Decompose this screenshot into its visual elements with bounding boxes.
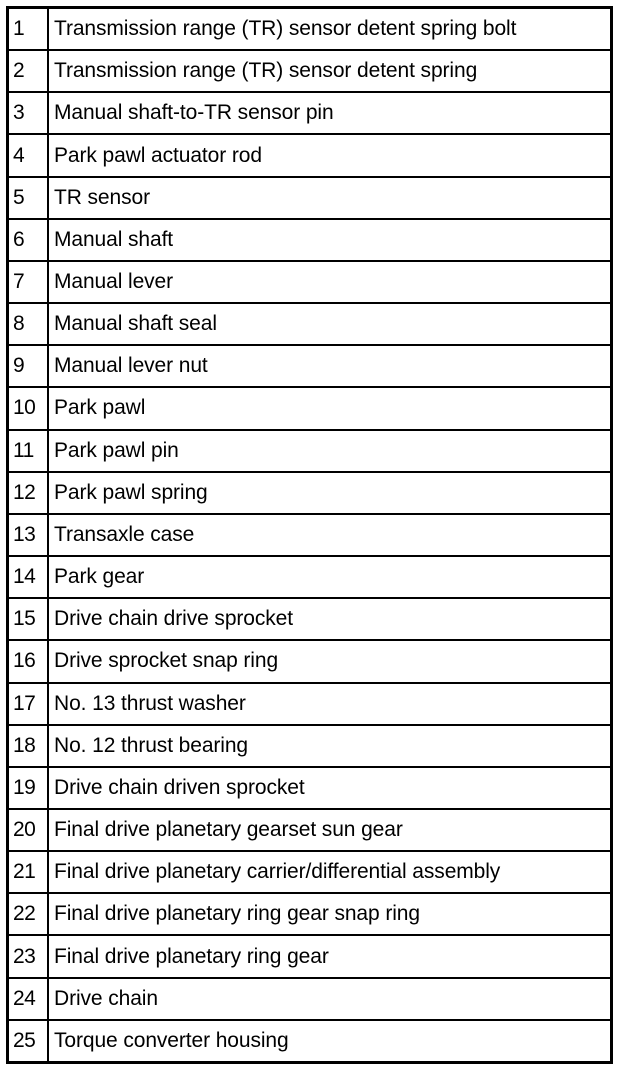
item-description: Manual shaft seal <box>54 312 217 336</box>
table-row <box>9 684 610 726</box>
parts-table <box>6 6 613 1064</box>
table-row <box>9 726 610 768</box>
item-description: Final drive planetary carrier/differential assembly <box>54 860 501 884</box>
table-row <box>9 599 610 641</box>
item-description: Drive chain <box>54 986 158 1010</box>
table-row <box>9 768 610 810</box>
table-row <box>9 135 610 177</box>
table-row <box>9 388 610 430</box>
table-row <box>9 220 610 262</box>
item-number: 21 <box>9 852 49 892</box>
table-row <box>9 262 610 304</box>
item-number: 14 <box>9 557 49 597</box>
item-number: 10 <box>9 388 49 428</box>
item-number: 8 <box>9 304 49 344</box>
item-number: 15 <box>9 599 49 639</box>
table-row <box>9 979 610 1021</box>
table-row <box>9 93 610 135</box>
item-description: No. 12 thrust bearing <box>54 733 249 757</box>
item-description: Drive sprocket snap ring <box>54 649 279 673</box>
item-number: 5 <box>9 178 49 218</box>
table-row <box>9 894 610 936</box>
item-description: Park gear <box>54 565 145 589</box>
table-row <box>9 1021 610 1061</box>
item-number: 23 <box>9 936 49 976</box>
item-description: Torque converter housing <box>54 1028 289 1052</box>
item-number: 9 <box>9 346 49 386</box>
item-description: Transaxle case <box>54 522 195 546</box>
item-number: 1 <box>9 9 49 49</box>
item-description: Transmission range (TR) sensor detent spring <box>54 59 478 83</box>
item-number: 2 <box>9 51 49 91</box>
item-number: 3 <box>9 93 49 133</box>
table-row <box>9 473 610 515</box>
table-row <box>9 641 610 683</box>
item-description: Manual shaft <box>54 227 174 251</box>
item-description: Manual lever nut <box>54 354 208 378</box>
item-description: Park pawl spring <box>54 480 208 504</box>
item-description: Park pawl <box>54 396 146 420</box>
table-row <box>9 936 610 978</box>
item-number: 13 <box>9 515 49 555</box>
item-description: Drive chain driven sprocket <box>54 775 305 799</box>
table-row <box>9 51 610 93</box>
table-row <box>9 557 610 599</box>
item-description: Manual shaft-to-TR sensor pin <box>54 101 334 125</box>
item-description: Park pawl pin <box>54 438 179 462</box>
item-description: Final drive planetary gearset sun gear <box>54 818 403 842</box>
item-description: Drive chain drive sprocket <box>54 607 293 631</box>
table-row <box>9 9 610 51</box>
item-number: 17 <box>9 684 49 724</box>
table-row <box>9 304 610 346</box>
item-description: Final drive planetary ring gear <box>54 944 329 968</box>
item-number: 25 <box>9 1021 49 1061</box>
item-number: 6 <box>9 220 49 260</box>
table-row <box>9 178 610 220</box>
item-number: 12 <box>9 473 49 513</box>
item-description: TR sensor <box>54 185 150 209</box>
table-row <box>9 810 610 852</box>
item-number: 16 <box>9 641 49 681</box>
item-number: 18 <box>9 726 49 766</box>
item-number: 20 <box>9 810 49 850</box>
table-row <box>9 852 610 894</box>
item-number: 7 <box>9 262 49 302</box>
item-description: No. 13 thrust washer <box>54 691 246 715</box>
item-number: 19 <box>9 768 49 808</box>
table-row <box>9 431 610 473</box>
item-description: Final drive planetary ring gear snap ring <box>54 902 420 926</box>
item-number: 24 <box>9 979 49 1019</box>
table-row <box>9 346 610 388</box>
item-number: 22 <box>9 894 49 934</box>
table-row <box>9 515 610 557</box>
item-description: Transmission range (TR) sensor detent spring bolt <box>54 17 517 41</box>
item-number: 11 <box>9 431 49 471</box>
item-description: Manual lever <box>54 270 174 294</box>
item-description: Park pawl actuator rod <box>54 143 262 167</box>
item-number: 4 <box>9 135 49 175</box>
